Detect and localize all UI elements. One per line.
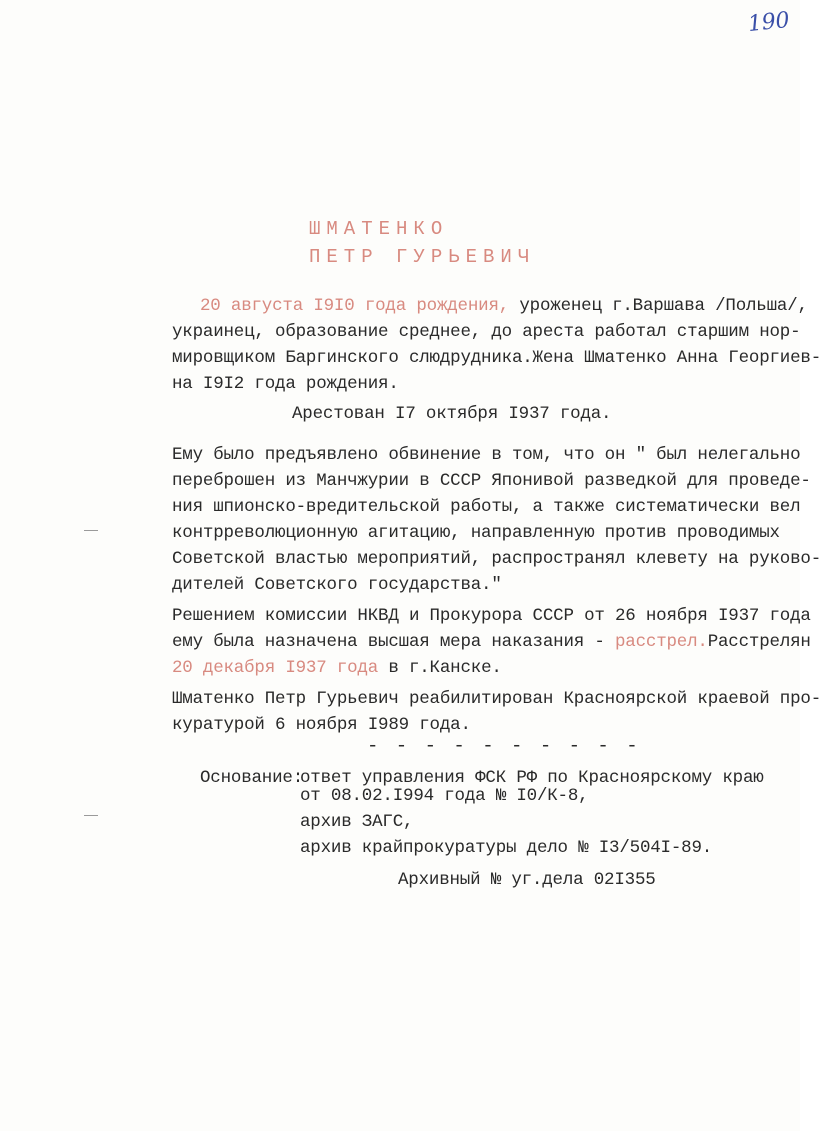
sentence-executed: Расстрелян	[707, 632, 811, 652]
rehab-line-1: Шматенко Петр Гурьевич реабилитирован Красноярской краевой про-	[172, 689, 821, 709]
charge-line-5: Советской властью мероприятий, распространял клевету на руково-	[172, 549, 821, 569]
sentence-execution: расстрел.	[614, 632, 708, 652]
archive-number: Архивный № уг.дела 02I355	[398, 870, 656, 890]
sentence-line-3	[172, 658, 502, 678]
rehab-line-2: куратурой 6 ноября I989 года.	[172, 715, 471, 735]
sentence-measure: ему была назначена высшая мера наказания -	[172, 632, 615, 652]
person-surname: ШМАТЕНКО	[309, 218, 449, 240]
charge-line-2: переброшен из Манчжурии в СССР Японивой разведкой для проведе-	[172, 471, 811, 491]
arrest-line: Арестован I7 октября I937 года.	[292, 404, 612, 424]
separator-dashes: - - - - - - - - - -	[367, 735, 641, 757]
basis-line-1: ответ управления ФСК РФ по Красноярскому краю	[300, 768, 764, 788]
basis-label: Основание:	[200, 768, 304, 788]
birth-date: 20 августа I9I0 года рождения,	[200, 296, 510, 316]
execution-date: 20 декабря I937 года	[172, 658, 379, 678]
charge-line-3: ния шпионско-вредительской работы, а также систематически вел	[172, 497, 801, 517]
birth-line-4: на I9I2 года рождения.	[172, 374, 399, 394]
birth-line-2: украинец, образование среднее, до ареста работал старшим нор-	[172, 322, 801, 342]
execution-place: в г.Канске.	[378, 658, 502, 678]
margin-mark-bottom	[84, 815, 98, 816]
basis-line-3: архив ЗАГС,	[300, 812, 414, 832]
birth-line-1	[200, 296, 808, 316]
charge-line-1: Ему было предъявлено обвинение в том, что он " был нелегально	[172, 445, 801, 465]
charge-line-6: дителей Советского государства."	[172, 575, 502, 595]
sentence-line-1: Решением комиссии НКВД и Прокурора СССР от 26 ноября I937 года	[172, 606, 811, 626]
birth-line-3: мировщиком Баргинского слюдрудника.Жена Шматенко Анна Георгиев-	[172, 348, 821, 368]
person-given-names: ПЕТР ГУРЬЕВИЧ	[309, 246, 536, 268]
margin-mark-top	[84, 530, 98, 531]
page-number: 190	[746, 7, 791, 38]
birth-place: уроженец г.Варшава /Польша/,	[509, 296, 808, 316]
basis-line-4: архив крайпрокуратуры дело № I3/504I-89.	[300, 838, 713, 858]
charge-line-4: контрреволюционную агитацию, направленную против проводимых	[172, 523, 780, 543]
sentence-line-2	[172, 632, 811, 652]
basis-line-2: от 08.02.I994 года № I0/К-8,	[300, 786, 589, 806]
